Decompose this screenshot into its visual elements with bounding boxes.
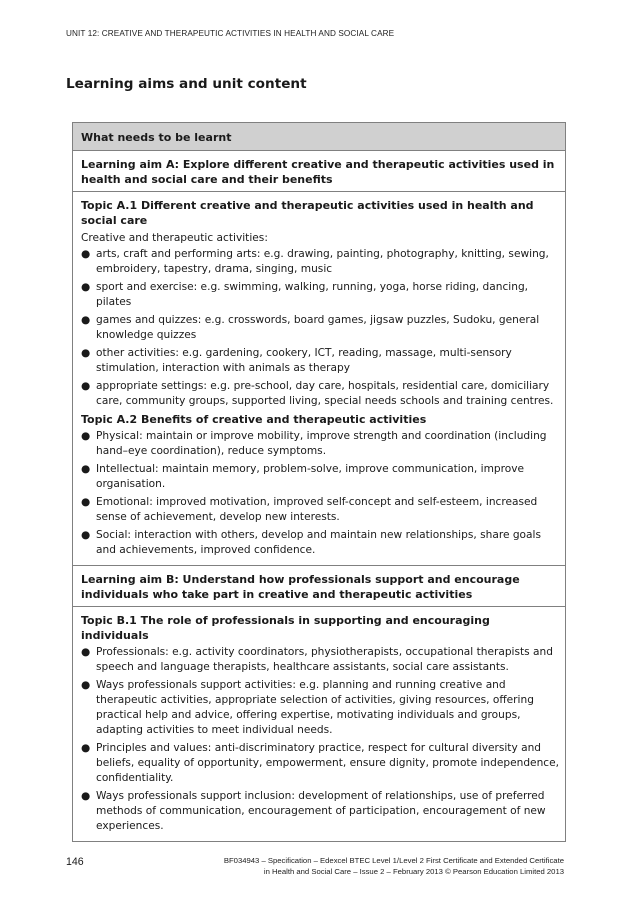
topic-a2-title: Topic A.2 Benefits of creative and therapeutic activities (81, 413, 427, 426)
footer-line-2: in Health and Social Care – Issue 2 – February 2013 © Pearson Education Limited 2013 (263, 867, 564, 876)
list-item: ● other activities: e.g. gardening, cookery, ICT, reading, massage, multi-sensory stimulation, interaction with animals as therapy (81, 347, 512, 374)
section-title: Learning aims and unit content (66, 76, 307, 92)
list-item: ● Emotional: improved motivation, improved self-concept and self-esteem, increased sense of achievement, develop new interests. (81, 496, 538, 523)
list-item: ● appropriate settings: e.g. pre-school, day care, hospitals, residential care, domiciliary care, community groups, supported living, special needs schools and training centres. (81, 380, 554, 407)
bullet-icon: ● (81, 496, 91, 508)
topic-b1-title: Topic B.1 The role of professionals in supporting and encouraging individuals (81, 614, 490, 642)
learning-aim-b-title: Learning aim B: Understand how professionals support and encourage individuals who take part in creative and therapeutic activities (73, 565, 565, 606)
topic-b1-list (81, 645, 560, 834)
list-item: ● arts, craft and performing arts: e.g. drawing, painting, photography, knitting, sewing, embroidery, tapestry, drama, singing, music (81, 248, 549, 275)
bullet-icon: ● (81, 347, 91, 359)
topic-a1-list (81, 247, 560, 409)
list-item: ● games and quizzes: e.g. crosswords, board games, jigsaw puzzles, Sudoku, general knowledge quizzes (81, 314, 540, 341)
running-header: UNIT 12: CREATIVE AND THERAPEUTIC ACTIVITIES IN HEALTH AND SOCIAL CARE (66, 29, 395, 38)
list-item: ● Principles and values: anti-discriminatory practice, respect for cultural diversity and beliefs, equality of opportunity, empowerment, ensure dignity, promote independence, confidentiality. (81, 742, 559, 784)
bullet-icon: ● (81, 463, 91, 475)
topic-a-block (73, 191, 565, 565)
bullet-icon: ● (81, 380, 91, 392)
list-item: ● Ways professionals support activities: e.g. planning and running creative and therapeutic activities, appropriate selection of activities, giving resources, offering practical help and advice, offering expertise, motivating individuals and groups, adapting activities to meet individual needs. (81, 679, 534, 736)
bullet-icon: ● (81, 646, 91, 658)
bullet-icon: ● (81, 248, 91, 260)
bullet-icon: ● (81, 430, 91, 442)
footer-citation (172, 855, 564, 877)
bullet-icon: ● (81, 742, 91, 754)
content-table (72, 122, 566, 842)
bullet-icon: ● (81, 529, 91, 541)
topic-a1-intro: Creative and therapeutic activities: (81, 232, 268, 244)
list-item: ● Professionals: e.g. activity coordinators, physiotherapists, occupational therapists and speech and language therapists, healthcare assistants, social care assistants. (81, 646, 553, 673)
footer-line-1: BF034943 – Specification – Edexcel BTEC Level 1/Level 2 First Certificate and Extended Certificate (223, 856, 564, 865)
topic-a1-title: Topic A.1 Different creative and therapeutic activities used in health and social care (81, 199, 534, 227)
bullet-icon: ● (81, 314, 91, 326)
list-item: ● Ways professionals support inclusion: development of relationships, use of preferred methods of communication, encouragement of participation, encouragement of new experiences. (81, 790, 546, 832)
bullet-icon: ● (81, 790, 91, 802)
list-item: ● Physical: maintain or improve mobility, improve strength and coordination (including hand–eye coordination), reduce symptoms. (81, 430, 547, 457)
list-item: ● Intellectual: maintain memory, problem-solve, improve communication, improve organisation. (81, 463, 525, 490)
page-number: 146 (66, 856, 84, 868)
topic-a2-list (81, 429, 560, 558)
learning-aim-a-title: Learning aim A: Explore different creative and therapeutic activities used in health and social care and their benefits (73, 150, 565, 191)
list-item: ● sport and exercise: e.g. swimming, walking, running, yoga, horse riding, dancing, pilates (81, 281, 529, 308)
bullet-icon: ● (81, 281, 91, 293)
list-item: ● Social: interaction with others, develop and maintain new relationships, share goals and achievements, improved confidence. (81, 529, 541, 556)
topic-b-block (73, 606, 565, 841)
bullet-icon: ● (81, 679, 91, 691)
table-header: What needs to be learnt (73, 123, 565, 150)
